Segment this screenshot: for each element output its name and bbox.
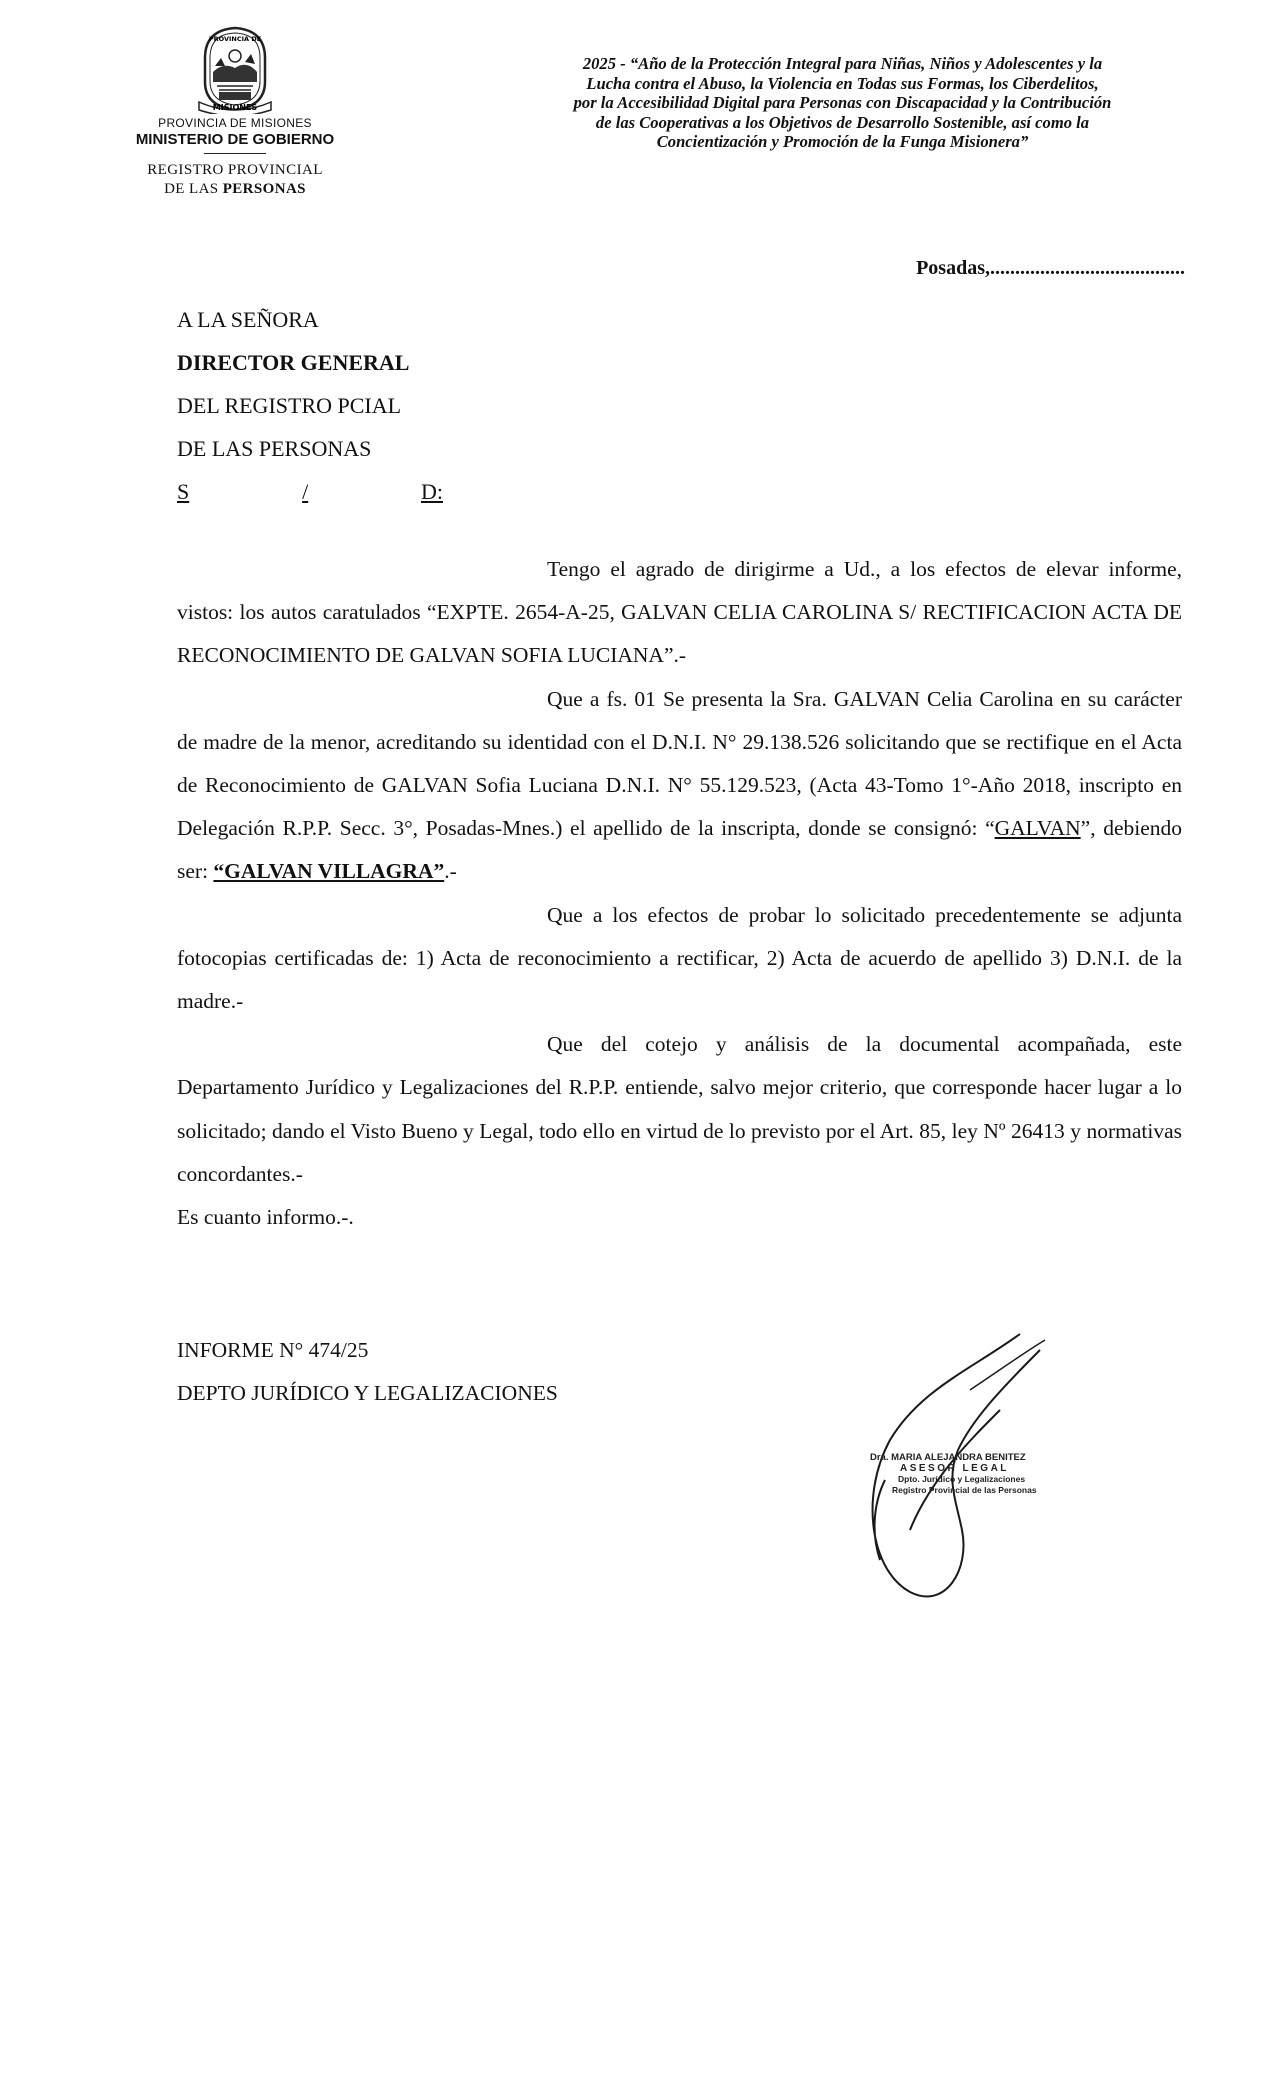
body-paragraph: Que a los efectos de probar lo solicitado precedentemente se adjunta fotocopias certificadas de: 1) Acta de reconocimiento a rectificar, 2) Acta de acuerdo de apellido 3) D.N.I. de la madre.-	[177, 902, 1182, 1014]
place-date-line: Posadas,.......................................	[916, 257, 1185, 279]
signature-stamp	[870, 1452, 1070, 1496]
new-surname: “GALVAN VILLAGRA”	[213, 859, 445, 884]
su-despacho-line: S / D:	[177, 479, 443, 504]
motto-line: 2025 - “Año de la Protección Integral para Niñas, Niños y Adolescentes y la	[582, 54, 1103, 73]
addressee-line: DE LAS PERSONAS	[177, 436, 372, 461]
province-name: PROVINCIA DE MISIONES	[158, 116, 312, 130]
report-footer	[177, 1329, 558, 1415]
registry-name: REGISTRO PROVINCIAL DE LAS PERSONAS	[147, 162, 323, 197]
motto-line: Concientización y Promoción de la Funga Misionera”	[656, 132, 1029, 151]
addressee-block	[177, 298, 443, 513]
closing-line: Es cuanto informo.-.	[177, 1205, 354, 1230]
body-paragraph: Que del cotejo y análisis de la documental acompañada, este Departamento Jurídico y Legalizaciones del R.P.P. entiende, salvo mejor criterio, que corresponde hacer lugar a lo solicitado; dando el Visto Bueno y Legal, todo ello en virtud de lo previsto por el Art. 85, ley Nº 26413 y normativas concordantes.-	[177, 1032, 1182, 1186]
body-paragraph: Tengo el agrado de dirigirme a Ud., a los efectos de elevar informe, vistos: los autos caratulados “EXPTE. 2654-A-25, GALVAN CELIA CAROLINA S/ RECTIFICACION ACTA DE RECONOCIMIENTO DE GALVAN SOFIA LUCIANA”.-	[177, 557, 1182, 668]
letterhead-logo	[105, 22, 365, 199]
signer-name: Dra. MARIA ALEJANDRA BENITEZ	[870, 1452, 1026, 1463]
motto-line: Lucha contra el Abuso, la Violencia en Todas sus Formas, los Ciberdelitos,	[586, 73, 1099, 93]
official-year-motto	[495, 54, 1190, 152]
report-number: INFORME N° 474/25	[177, 1338, 369, 1362]
letter-body	[177, 548, 1182, 1239]
motto-line: de las Cooperativas a los Objetivos de Desarrollo Sostenible, así como la	[595, 112, 1090, 132]
divider	[204, 153, 266, 154]
department-name: DEPTO JURÍDICO Y LEGALIZACIONES	[177, 1381, 558, 1405]
motto-line: por la Accesibilidad Digital para Personas con Discapacidad y la Contribución	[573, 93, 1112, 112]
signer-title: ASESOR LEGAL	[900, 1463, 1009, 1474]
province-seal-icon	[193, 22, 277, 114]
body-paragraph: Que a fs. 01 Se presenta la Sra. GALVAN Celia Carolina en su carácter de madre de la menor, acreditando su identidad con el D.N.I. N° 29.138.526 solicitando que se rectifique en el Acta de Reconocimiento de GALVAN Sofia Luciana D.N.I. N° 55.129.523, (Acta 43-Tomo 1°-Año 2018, inscripto en Delegación R.P.P. Secc. 3°, Posadas-Mnes.) el apellido de la inscripta, donde se consignó: “GALVAN”, debiendo ser: “GALVAN VILLAGRA”.-	[177, 686, 1183, 884]
addressee-line: DEL REGISTRO PCIAL	[177, 393, 402, 418]
addressee-line: A LA SEÑORA	[177, 307, 319, 332]
svg-text:PROVINCIA DE: PROVINCIA DE	[208, 35, 262, 43]
ministry-name: MINISTERIO DE GOBIERNO	[135, 131, 335, 148]
svg-text:MISIONES: MISIONES	[212, 103, 258, 112]
signer-organization: Registro Provincial de las Personas	[892, 1485, 1037, 1495]
addressee-title: DIRECTOR GENERAL	[177, 350, 410, 375]
signer-department: Dpto. Jurídico y Legalizaciones	[898, 1474, 1026, 1484]
old-surname: GALVAN	[994, 816, 1081, 841]
